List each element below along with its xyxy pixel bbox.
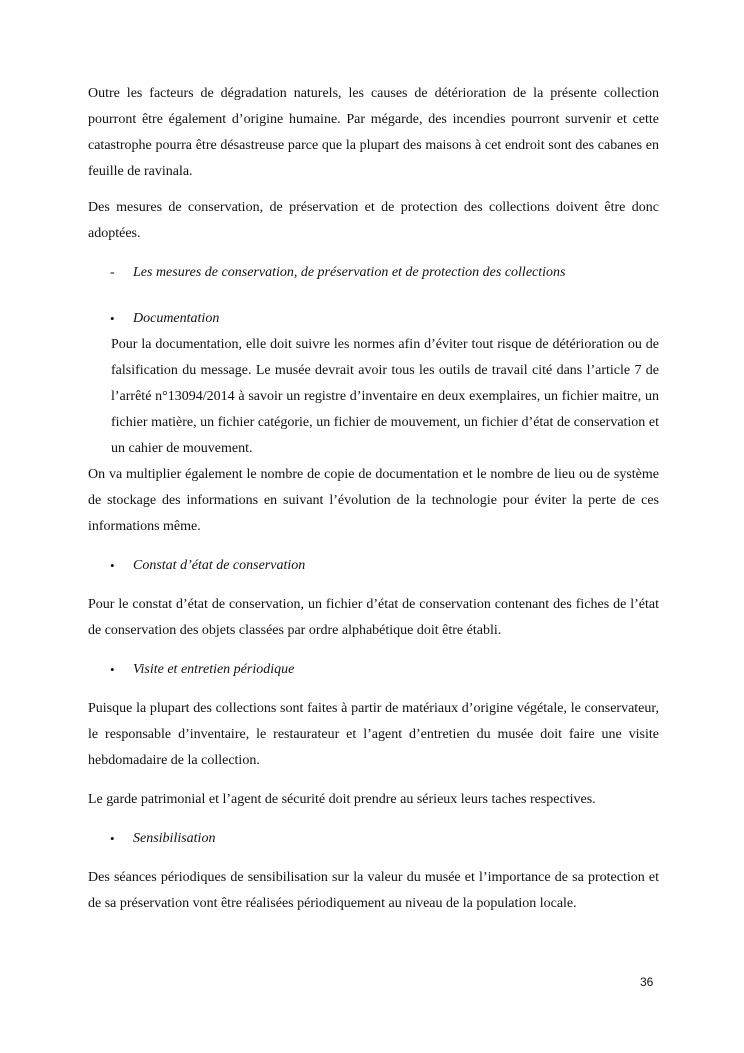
documentation-followup: On va multiplier également le nombre de copie de documentation et le nombre de lieu ou de système de stockage des informations en suivant l’évolution de la technologie pour éviter la perte de ces informations même. <box>88 467 659 534</box>
bullet-title-documentation: Documentation <box>133 311 220 326</box>
bullet-visite <box>88 657 659 683</box>
intro-paragraph: Outre les facteurs de dégradation naturels, les causes de détérioration de la présente collection pourront être également d’origine humaine. Par mégarde, des incendies pourront survenir et cette catastrophe pourra être désastreuse parce que la plupart des maisons à cet endroit sont des cabanes en feuille de ravinala. <box>88 86 659 179</box>
sensibilisation-text: Des séances périodiques de sensibilisation sur la valeur du musée et l’importance de sa protection et de sa préservation vont être réalisées périodiquement au niveau de la population locale. <box>88 870 659 911</box>
constat-text: Pour le constat d’état de conservation, un fichier d’état de conservation contenant des fiches de l’état de conservation des objets classées par ordre alphabétique doit être établi. <box>88 597 659 638</box>
bullet-marker: • <box>110 558 115 573</box>
bullet-marker: • <box>110 831 115 846</box>
documentation-text: Pour la documentation, elle doit suivre les normes afin d’éviter tout risque de détérioration ou de falsification du message. Le musée devrait avoir tous les outils de travail cité dans l’article 7 de l’arrêté n°13094/2014 à savoir un registre d’inventaire en deux exemplaires, un fichier maitre, un fichier matière, un fichier catégorie, un fichier de mouvement, un fichier d’état de conservation et un cahier de mouvement. <box>111 337 659 456</box>
bullet-title-sensibilisation: Sensibilisation <box>133 831 216 846</box>
dash-marker: - <box>110 265 115 280</box>
bullet-documentation <box>88 306 659 332</box>
bullet-marker: • <box>110 311 115 326</box>
bullet-title-constat: Constat d’état de conservation <box>133 558 306 573</box>
section-heading <box>88 260 659 286</box>
visite-text: Puisque la plupart des collections sont faites à partir de matériaux d’origine végétale, le conservateur, le responsable d’inventaire, le restaurateur et l’agent d’entretien du musée doit faire une visite hebdomadaire de la collection. <box>88 701 659 768</box>
document-page <box>88 81 659 917</box>
visite-followup: Le garde patrimonial et l’agent de sécurité doit prendre au sérieux leurs taches respectives. <box>88 792 596 807</box>
bullet-title-visite: Visite et entretien périodique <box>133 662 295 677</box>
section-heading-text: Les mesures de conservation, de préservation et de protection des collections <box>133 265 566 280</box>
measures-paragraph: Des mesures de conservation, de préservation et de protection des collections doivent être donc adoptées. <box>88 200 659 241</box>
bullet-constat <box>88 553 659 579</box>
bullet-sensibilisation <box>88 826 659 852</box>
bullet-marker: • <box>110 662 115 677</box>
page-number: 36 <box>640 975 654 989</box>
